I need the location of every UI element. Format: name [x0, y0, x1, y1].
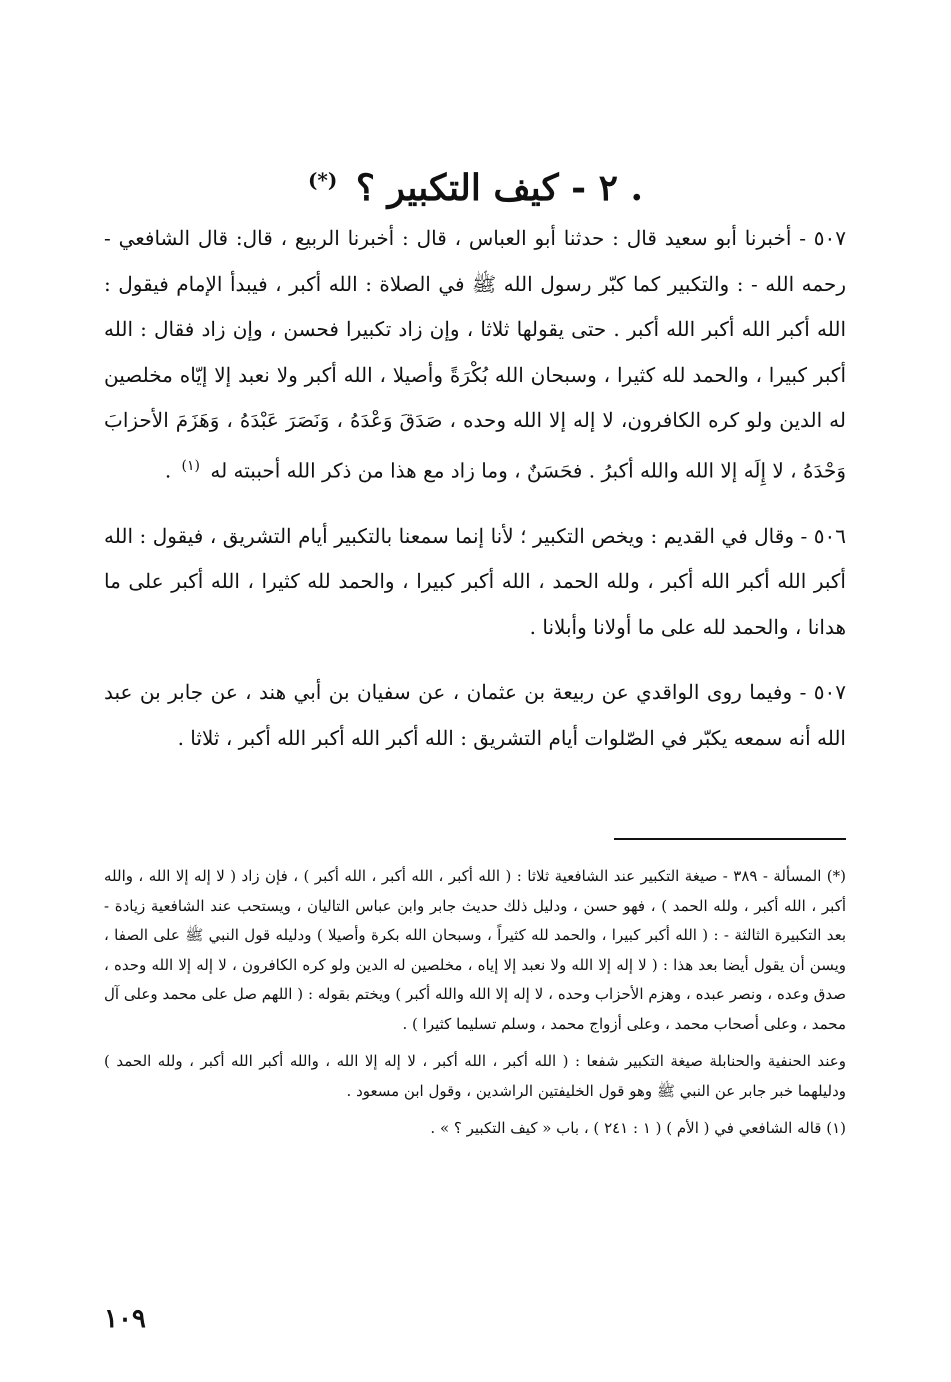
footnote-1: (١) قاله الشافعي في ( الأم ) ( ١ : ٢٤١ ) ، باب « كيف التكبير ؟ » .: [430, 1119, 846, 1137]
footnotes: [104, 862, 846, 1152]
chapter-heading: [0, 150, 951, 218]
paragraph-506: ٥٠٦ - وقال في القديم : ويخص التكبير ؛ لأنا إنما سمعنا بالتكبير أيام التشريق ، فيقول : الله أكبر الله أكبر الله أكبر ، ولله الحمد ، الله أكبر كبيرا ، والحمد لله كثيرا ، الله أكبر على ما هدانا ، والحمد لله على ما أولانا وأبلانا .: [104, 523, 847, 639]
footnote-star-continued: وعند الحنفية والحنابلة صيغة التكبير شفعا : ( الله أكبر ، الله أكبر ، لا إله إلا الله ، والله أكبر الله أكبر ، ولله الحمد ) ودليلهما خبر جابر عن النبي ﷺ وهو قول الخليفتين الراشدين ، وقول ابن مسعود .: [104, 1052, 846, 1100]
chapter-heading-text: . ٢ - كيف التكبير ؟: [355, 167, 644, 209]
paragraph-505-end: .: [164, 458, 172, 483]
heading-footnote-mark: (*): [307, 168, 338, 192]
paragraph-505: [104, 216, 846, 494]
paragraph-507: ٥٠٧ - وفيما روى الواقدي عن ربيعة بن عثمان ، عن سفيان بن أبي هند ، عن جابر بن عبد الله أنه سمعه يكبّر في الصّلوات أيام التشريق : الله أكبر الله أكبر الله أكبر ، ثلاثا .: [104, 680, 846, 750]
footnote-separator: [614, 838, 846, 840]
paragraph-505-text: ٥٠٧ - أخبرنا أبو سعيد قال : حدثنا أبو العباس ، قال : أخبرنا الربيع ، قال: قال الشافعي - رحمه الله - : والتكبير كما كبّر رسول الله ﷺ في الصلاة : الله أكبر ، فيبدأ الإمام فيقول : الله أكبر الله أكبر الله أكبر . حتى يقولها ثلاثا ، وإن زاد تكبيرا فحسن ، وإن زاد فقال : الله أكبر كبيرا ، والحمد لله كثيرا ، وسبحان الله بُكْرَةً وأصيلا ، الله أكبر ولا نعبد إلا إيّاه مخلصين له الدين ولو كره الكافرون، لا إله إلا الله وحده ، صَدَقَ وَعْدَهُ ، وَنَصَرَ عَبْدَهُ ، وَهَزَمَ الأحزابَ وَحْدَهُ ، لا إِلَه إلا الله والله أكبرُ . فحَسَنٌ ، وما زاد مع هذا من ذكر الله أحببته له: [104, 226, 846, 483]
footnote-ref-1: (١): [181, 457, 200, 474]
page-number: ١٠٩: [104, 1304, 146, 1334]
main-text: [104, 216, 846, 781]
footnote-star: (*) المسألة - ٣٨٩ - صيغة التكبير عند الشافعية ثلاثا : ( الله أكبر ، الله أكبر ، الله أكبر ) ، فإن زاد ( لا إله إلا الله ، والله أكبر ، الله أكبر ، ولله الحمد ) ، فهو حسن ، ودليل ذلك حديث جابر وابن عباس التاليان ، ويستحب عند الشافعية زيادة - بعد التكبيرة الثالثة - : ( الله أكبر كبيرا ، والحمد لله كثيراً ، وسبحان الله بكرة وأصيلا ) ودليله قول النبي ﷺ على الصفا ، ويسن أن يقول أيضا بعد هذا : ( لا إله إلا الله ولا نعبد إلا إياه ، مخلصين له الدين ولو كره الكافرون ، لا إله إلا الله وحده ، صدق وعده ، ونصر عبده ، وهزم الأحزاب وحده ، لا إله إلا الله والله أكبر ) ويختم بقوله : ( اللهم صل على محمد وعلى آل محمد ، وعلى أصحاب محمد ، وعلى أزواج محمد ، وسلم تسليما كثيرا ) .: [104, 867, 847, 1033]
